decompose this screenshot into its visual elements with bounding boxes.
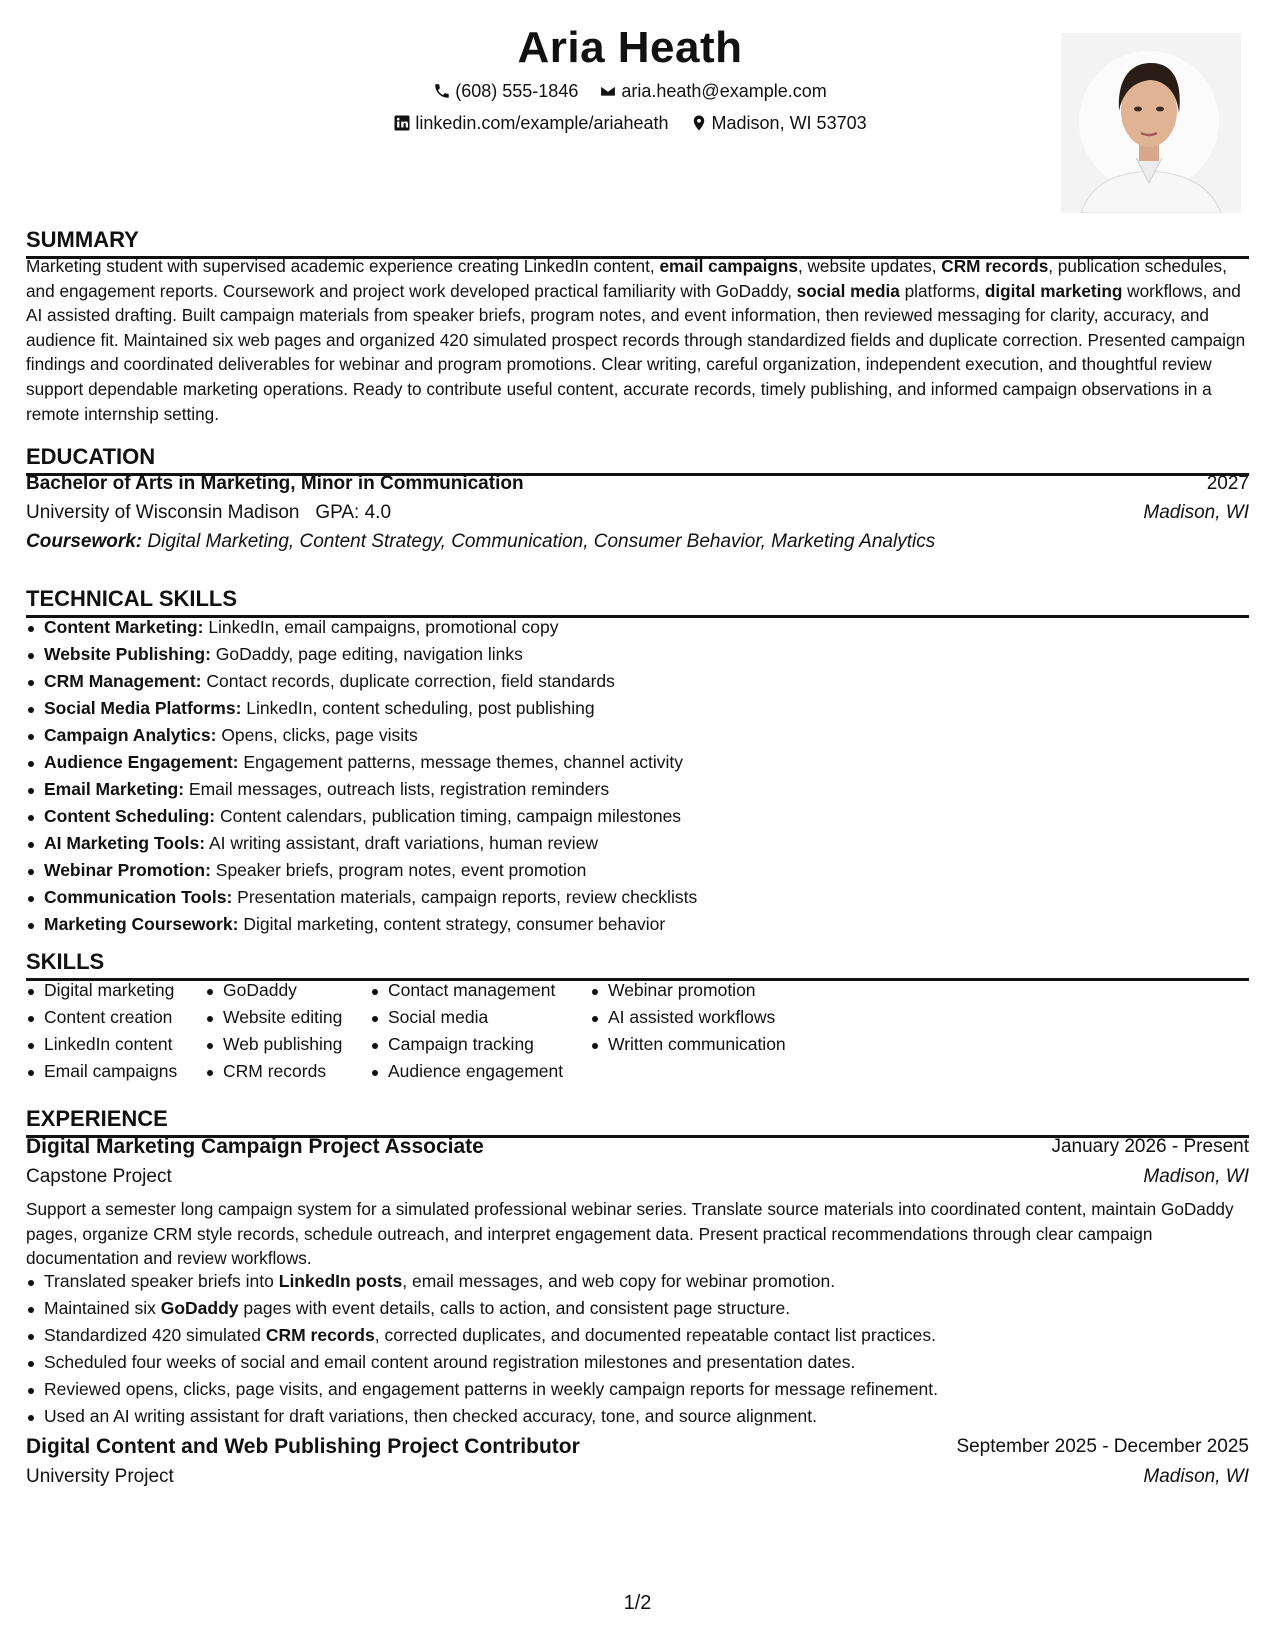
gpa: GPA: 4.0 [315, 502, 392, 523]
job-bullet-text: Translated speaker briefs into [44, 1271, 279, 1291]
technical-skill-item [26, 641, 697, 668]
technical-skill-label: Content Scheduling: [44, 806, 216, 826]
technical-skill-item [26, 884, 697, 911]
skill-item: CRM records [205, 1058, 342, 1085]
technical-skill-text: Contact records, duplicate correction, field standards [201, 671, 615, 691]
summary-text [26, 254, 1251, 426]
technical-skill-text: LinkedIn, content scheduling, post publishing [241, 698, 595, 718]
summary-segment: workflows, and AI assisted drafting. Built campaign materials from speaker briefs, program notes, and event information, then reviewed messaging for clarity, accuracy, and audience fit. Maintained six web pages and organized 420 simulated prospect records through standardized fields and duplicate correction. Presented campaign findings and coordinated deliverables for webinar and program promotions. Clear writing, careful organization, independent execution, and thoughtful review support dependable marketing operations. Ready to contribute useful content, accurate records, timely publishing, and informed campaign observations in a remote internship setting. [26, 280, 1246, 424]
job-bullet-text: Maintained six [44, 1298, 161, 1318]
technical-skill-item [26, 614, 697, 641]
skill-item: Content creation [26, 1004, 177, 1031]
job-bullet [26, 1268, 938, 1295]
job-bullet [26, 1403, 938, 1430]
summary-segment: platforms, [899, 280, 985, 301]
job-keyword: GoDaddy [160, 1298, 239, 1318]
coursework-list: Digital Marketing, Content Strategy, Communication, Consumer Behavior, Marketing Analytics [147, 531, 936, 552]
technical-skill-item [26, 857, 697, 884]
skill-item: Written communication [590, 1031, 786, 1058]
technical-skill-label: Email Marketing: [44, 779, 185, 799]
job-1-bullets [26, 1268, 938, 1430]
technical-skill-text: GoDaddy, page editing, navigation links [210, 644, 523, 664]
job-bullet-text: , email messages, and web copy for webinar promotion. [402, 1271, 836, 1291]
school-info [26, 500, 391, 526]
skill-item: Email campaigns [26, 1058, 177, 1085]
coursework-label: Coursework: [26, 531, 143, 552]
phone-text: (608) 555-1846 [455, 81, 579, 101]
linkedin-icon [393, 114, 411, 132]
skills-column [370, 977, 563, 1085]
technical-skill-item [26, 803, 697, 830]
map-pin-icon [690, 114, 708, 132]
summary-keyword: email campaigns [659, 256, 798, 276]
job-bullet-text: Standardized 420 simulated [44, 1325, 266, 1345]
skills-heading: SKILLS [26, 948, 1249, 981]
job-bullet [26, 1322, 938, 1349]
job-keyword: CRM records [265, 1325, 375, 1345]
technical-skill-item [26, 695, 697, 722]
skill-item: LinkedIn content [26, 1031, 177, 1058]
technical-skill-item [26, 668, 697, 695]
phone-icon [433, 82, 451, 100]
email-contact[interactable] [599, 78, 826, 104]
technical-skill-label: CRM Management: [44, 671, 202, 691]
technical-skill-label: Communication Tools: [44, 887, 233, 907]
summary-heading: SUMMARY [26, 226, 1249, 259]
school-name: University of Wisconsin Madison [26, 502, 300, 523]
technical-skill-item [26, 776, 697, 803]
technical-skill-label: Website Publishing: [44, 644, 211, 664]
technical-skill-text: AI writing assistant, draft variations, human review [205, 833, 599, 853]
phone-contact[interactable] [433, 78, 578, 104]
candidate-name: Aria Heath [517, 23, 743, 72]
degree-title: Bachelor of Arts in Marketing, Minor in Communication [26, 473, 524, 494]
job-1-location: Madison, WI [1143, 1166, 1249, 1187]
technical-skill-item [26, 722, 697, 749]
location-text: Madison, WI 53703 [711, 113, 867, 133]
technical-skill-text: Presentation materials, campaign reports, review checklists [232, 887, 698, 907]
job-bullet-text: Reviewed opens, clicks, page visits, and engagement patterns in weekly campaign reports for message refinement. [44, 1379, 938, 1399]
technical-skills-list [26, 614, 697, 938]
job-2-dates: September 2025 - December 2025 [956, 1436, 1249, 1457]
skill-item: Digital marketing [26, 977, 177, 1004]
job-2-org: University Project [26, 1466, 174, 1487]
job-bullet-text: , corrected duplicates, and documented repeatable contact list practices. [374, 1325, 937, 1345]
job-1-description: Support a semester long campaign system for a simulated professional webinar series. Translate source materials into coordinated content, maintain GoDaddy pages, organize CRM style records, schedule outreach, and interpret engagement data. Present practical recommendations through clear campaign documentation and review workflows. [26, 1199, 1234, 1269]
summary-segment: Marketing student with supervised academic experience creating LinkedIn content, [26, 256, 660, 276]
technical-skill-text: LinkedIn, email campaigns, promotional copy [203, 617, 559, 637]
job-bullet-text: Scheduled four weeks of social and email content around registration milestones and presentation dates. [44, 1352, 856, 1372]
technical-skill-label: Marketing Coursework: [44, 914, 239, 934]
job-2-location: Madison, WI [1143, 1466, 1249, 1487]
skill-item: Webinar promotion [590, 977, 786, 1004]
summary-segment: , website updates, [797, 256, 942, 276]
technical-skill-label: Content Marketing: [44, 617, 204, 637]
job-1-org: Capstone Project [26, 1166, 172, 1187]
job-bullet [26, 1295, 938, 1322]
skill-item: Audience engagement [370, 1058, 563, 1085]
location-contact [690, 110, 867, 136]
skill-item: Social media [370, 1004, 563, 1031]
skill-item: Website editing [205, 1004, 342, 1031]
skills-column [590, 977, 786, 1058]
technical-skill-text: Digital marketing, content strategy, consumer behavior [238, 914, 666, 934]
page-number: 1/2 [623, 1592, 652, 1614]
technical-skill-label: AI Marketing Tools: [44, 833, 206, 853]
technical-skill-label: Social Media Platforms: [44, 698, 242, 718]
profile-photo [1061, 33, 1241, 213]
technical-skill-item [26, 830, 697, 857]
job-bullet [26, 1349, 938, 1376]
technical-skill-label: Audience Engagement: [44, 752, 239, 772]
linkedin-contact[interactable] [393, 110, 668, 136]
summary-segment: , publication schedules, and engagement reports. Coursework and project work developed practical familiarity with GoDaddy, [26, 256, 1227, 301]
technical-skill-text: Content calendars, publication timing, campaign milestones [215, 806, 682, 826]
job-bullet [26, 1376, 938, 1403]
technical-skill-item [26, 911, 697, 938]
technical-skill-text: Email messages, outreach lists, registration reminders [184, 779, 610, 799]
job-keyword: LinkedIn posts [278, 1271, 403, 1291]
technical-skill-item [26, 749, 697, 776]
graduation-year: 2027 [1206, 473, 1249, 494]
job-bullet-text: pages with event details, calls to action, and consistent page structure. [238, 1298, 791, 1318]
technical-skill-text: Speaker briefs, program notes, event promotion [210, 860, 587, 880]
education-heading: EDUCATION [26, 443, 1249, 476]
job-2-role: Digital Content and Web Publishing Project Contributor [26, 1435, 580, 1458]
technical-skills-heading: TECHNICAL SKILLS [26, 585, 1249, 618]
skill-item: AI assisted workflows [590, 1004, 786, 1031]
coursework [26, 529, 935, 555]
skills-column [26, 977, 177, 1085]
job-bullet-text: Used an AI writing assistant for draft variations, then checked accuracy, tone, and source alignment. [44, 1406, 817, 1426]
job-1-role: Digital Marketing Campaign Project Associate [26, 1135, 484, 1158]
job-1-dates: January 2026 - Present [1051, 1136, 1249, 1157]
experience-heading: EXPERIENCE [26, 1105, 1249, 1138]
technical-skill-label: Webinar Promotion: [44, 860, 211, 880]
technical-skill-text: Engagement patterns, message themes, channel activity [238, 752, 684, 772]
skill-item: Contact management [370, 977, 563, 1004]
summary-keyword: social media [796, 280, 900, 301]
skill-item: GoDaddy [205, 977, 342, 1004]
skill-item: Campaign tracking [370, 1031, 563, 1058]
envelope-icon [599, 82, 617, 100]
technical-skill-label: Campaign Analytics: [44, 725, 217, 745]
technical-skill-text: Opens, clicks, page visits [216, 725, 418, 745]
summary-keyword: CRM records [941, 256, 1049, 276]
linkedin-text: linkedin.com/example/ariaheath [415, 113, 669, 133]
school-location: Madison, WI [1143, 502, 1249, 523]
skill-item: Web publishing [205, 1031, 342, 1058]
email-text: aria.heath@example.com [621, 81, 827, 101]
summary-keyword: digital marketing [984, 280, 1123, 301]
skills-column [205, 977, 342, 1085]
